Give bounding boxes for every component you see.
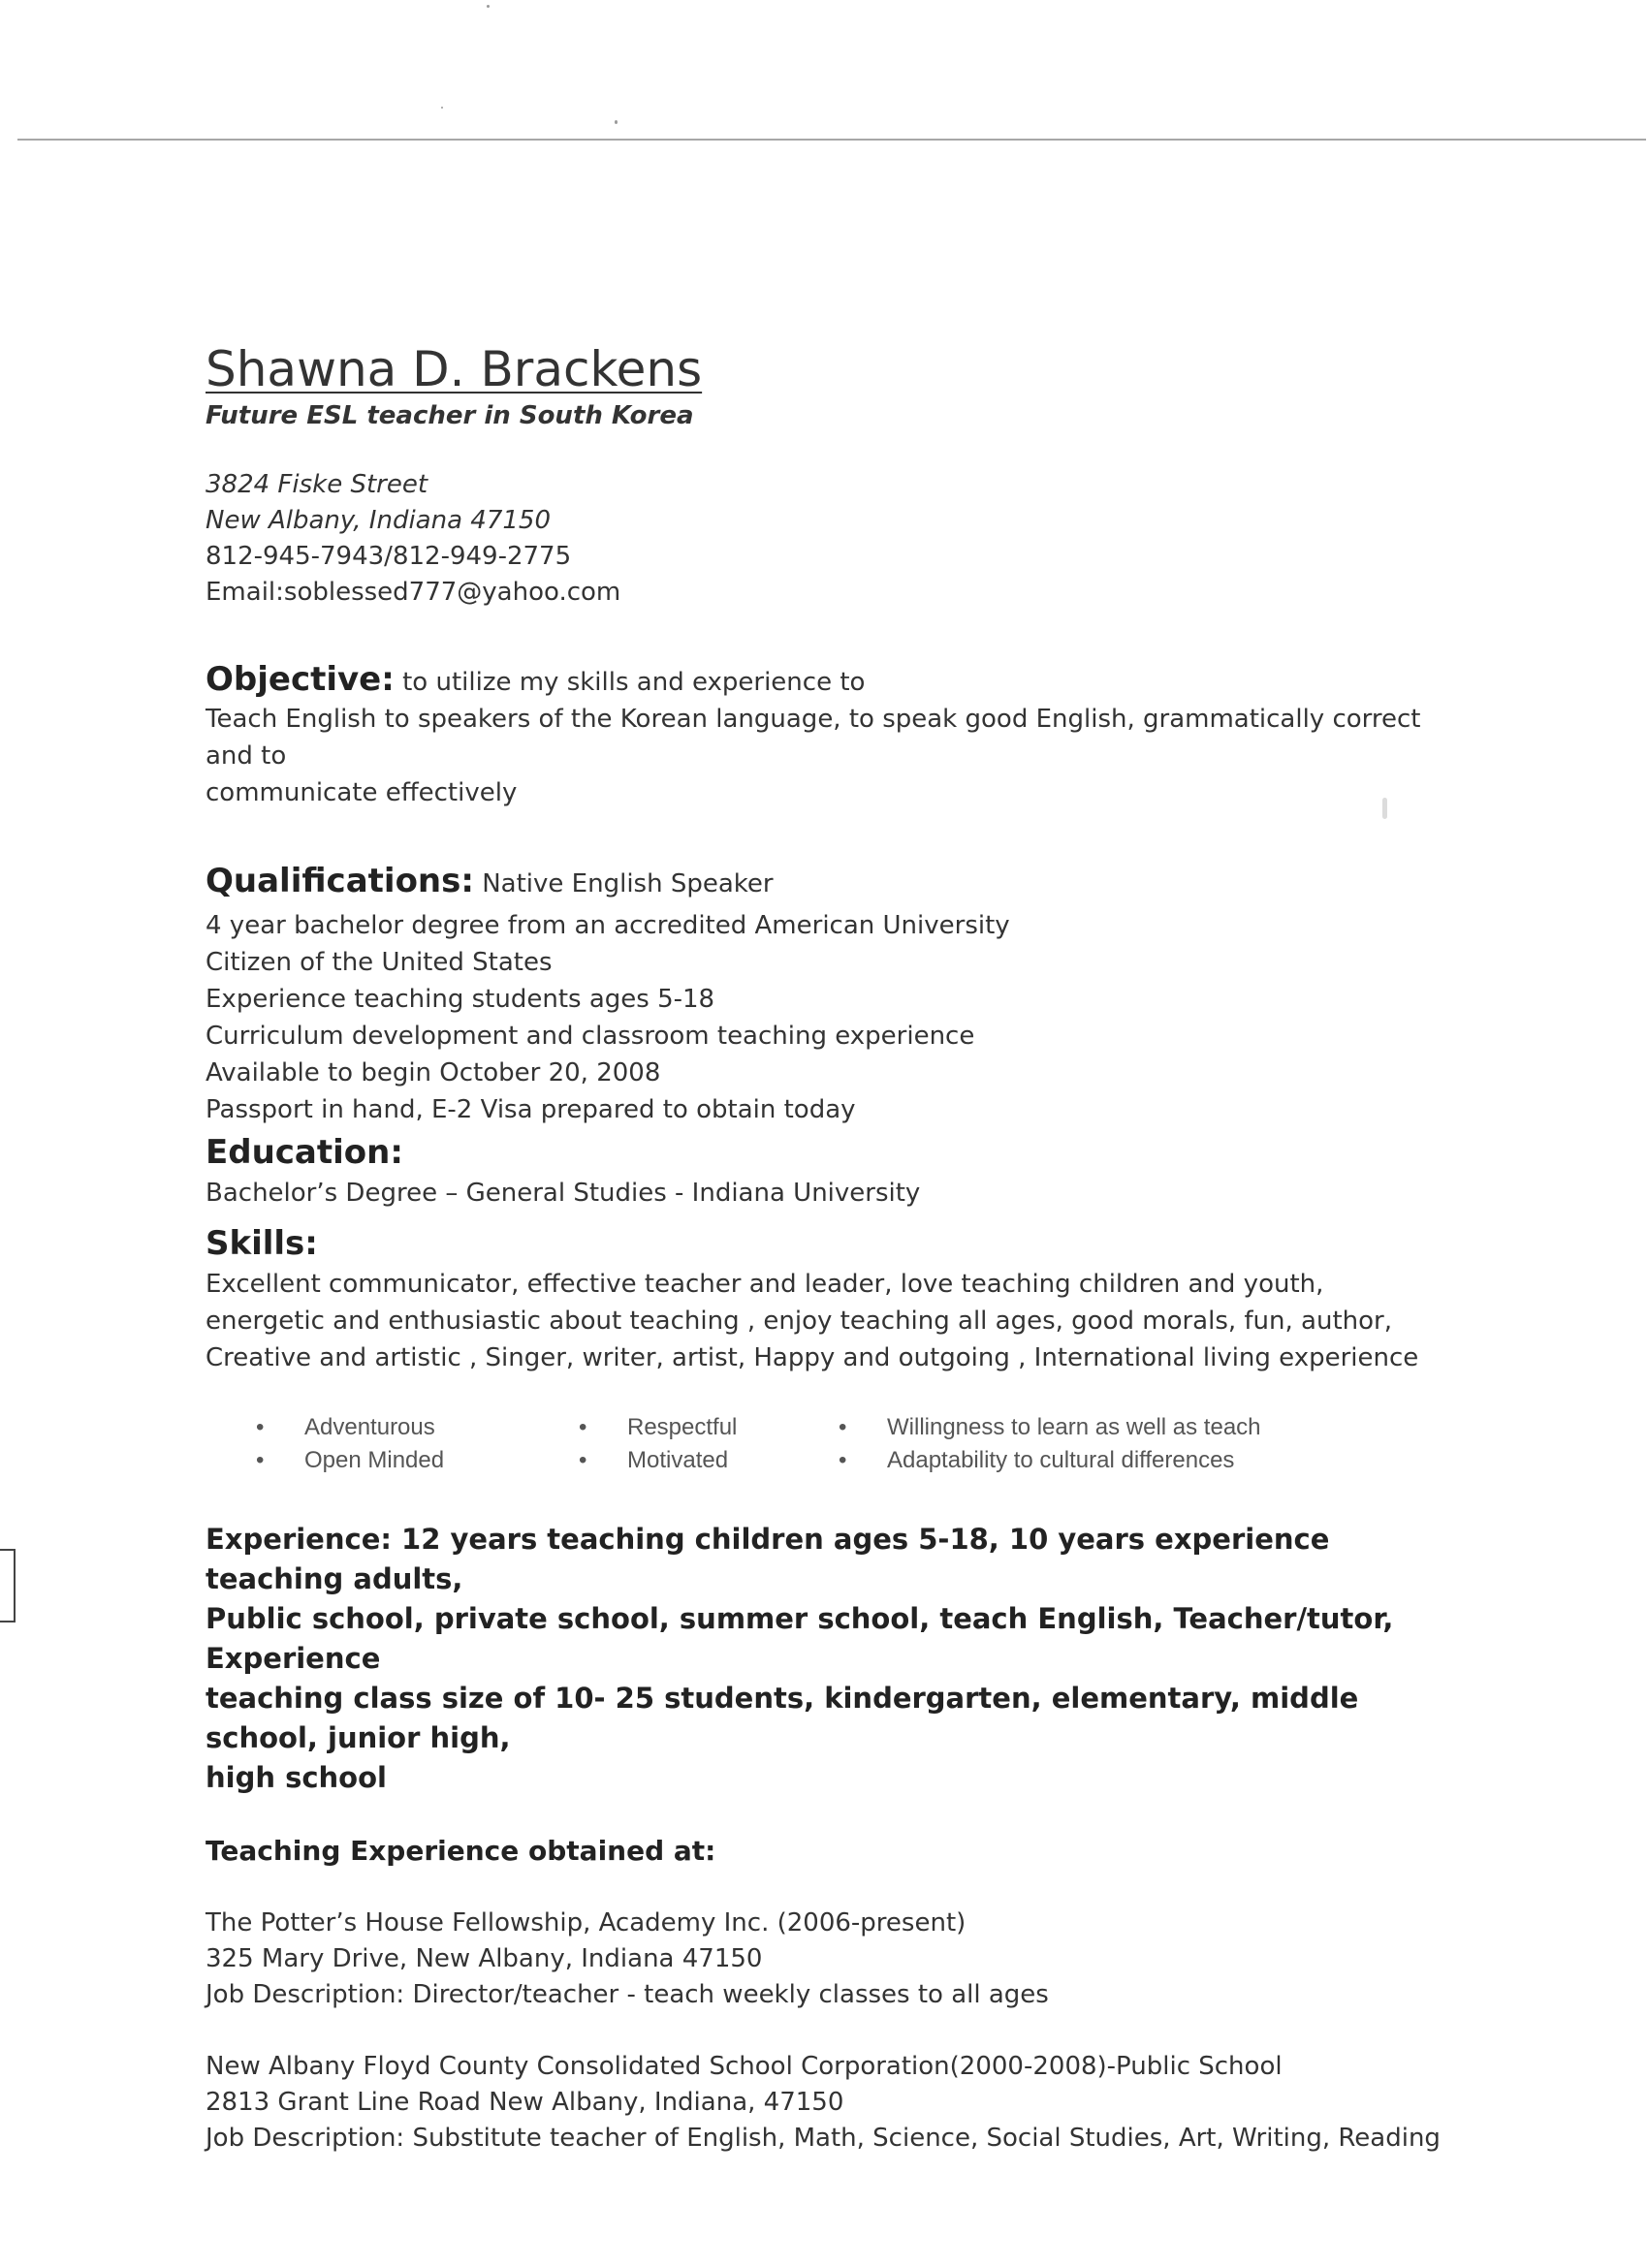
candidate-name: Shawna D. Brackens bbox=[206, 341, 703, 397]
resume-document bbox=[206, 339, 1466, 2157]
skills-section bbox=[206, 1221, 1466, 1376]
objective-line: communicate effectively bbox=[206, 778, 518, 807]
experience-line: Public school, private school, summer school, teach English, Teacher/tutor, Experience bbox=[206, 1602, 1394, 1675]
skills-bullet-list bbox=[256, 1411, 1466, 1477]
qualifications-section bbox=[206, 858, 1466, 1128]
education-degree: Bachelor’s Degree – General Studies - Indiana University bbox=[206, 1179, 921, 1208]
scan-speck bbox=[487, 5, 490, 8]
scan-speck bbox=[615, 120, 618, 124]
skills-line: energetic and enthusiastic about teaching , enjoy teaching all ages, good morals, fun, author, bbox=[206, 1307, 1392, 1336]
education-heading: Education: bbox=[206, 1133, 403, 1172]
contact-email: Email:soblessed777@yahoo.com bbox=[206, 578, 621, 607]
experience-line: Experience: 12 years teaching children ages 5-18, 10 years experience teaching adults, bbox=[206, 1523, 1330, 1595]
objective-heading: Objective: bbox=[206, 660, 395, 699]
bullet-item: • Adaptability to cultural differences bbox=[839, 1444, 1284, 1477]
skills-heading: Skills: bbox=[206, 1224, 318, 1263]
bullet-column bbox=[839, 1411, 1284, 1477]
contact-street: 3824 Fiske Street bbox=[206, 470, 428, 499]
candidate-tagline: Future ESL teacher in South Korea bbox=[206, 401, 694, 430]
employer-address: 2813 Grant Line Road New Albany, Indiana, 47150 bbox=[206, 2088, 844, 2117]
bullet-column bbox=[256, 1411, 579, 1477]
employer-name: New Albany Floyd County Consolidated School Corporation(2000-2008)-Public School bbox=[206, 2052, 1283, 2081]
qualifications-lead: Native English Speaker bbox=[473, 869, 774, 898]
employer-name: The Potter’s House Fellowship, Academy Inc. (2006-present) bbox=[206, 1908, 967, 1937]
bullet-item: • Adventurous bbox=[256, 1411, 579, 1444]
contact-block bbox=[206, 467, 1466, 611]
employer-description: Job Description: Director/teacher - teach weekly classes to all ages bbox=[206, 1980, 1049, 2009]
objective-lead: to utilize my skills and experience to bbox=[394, 668, 866, 697]
qualification-item: 4 year bachelor degree from an accredited American University bbox=[206, 911, 1010, 940]
experience-line: teaching class size of 10- 25 students, kindergarten, elementary, middle school, junior high, bbox=[206, 1682, 1359, 1754]
skills-line: Creative and artistic , Singer, writer, artist, Happy and outgoing , International living experience bbox=[206, 1343, 1419, 1372]
bullet-item: • Motivated bbox=[579, 1444, 839, 1477]
qualification-item: Available to begin October 20, 2008 bbox=[206, 1058, 661, 1087]
contact-city: New Albany, Indiana 47150 bbox=[206, 506, 551, 535]
experience-line: high school bbox=[206, 1761, 387, 1794]
employer-address: 325 Mary Drive, New Albany, Indiana 47150 bbox=[206, 1944, 763, 1973]
employer-entry bbox=[206, 1906, 1466, 2013]
objective-section bbox=[206, 661, 1466, 811]
objective-line: Teach English to speakers of the Korean language, to speak good English, grammatically correct and to bbox=[206, 705, 1421, 771]
scan-edge-line bbox=[17, 139, 1646, 141]
education-section bbox=[206, 1130, 1466, 1212]
qualification-item: Curriculum development and classroom teaching experience bbox=[206, 1022, 975, 1051]
contact-phone: 812-945-7943/812-949-2775 bbox=[206, 542, 572, 571]
bullet-column bbox=[579, 1411, 839, 1477]
qualification-item: Citizen of the United States bbox=[206, 948, 553, 977]
bullet-item: • Open Minded bbox=[256, 1444, 579, 1477]
qualification-item: Experience teaching students ages 5-18 bbox=[206, 985, 715, 1014]
teaching-experience-heading: Teaching Experience obtained at: bbox=[206, 1835, 716, 1867]
skills-line: Excellent communicator, effective teacher and leader, love teaching children and youth, bbox=[206, 1270, 1324, 1299]
bullet-item: • Respectful bbox=[579, 1411, 839, 1444]
scan-speck bbox=[441, 107, 443, 109]
qualifications-heading: Qualifications: bbox=[206, 862, 474, 900]
employer-description: Job Description: Substitute teacher of English, Math, Science, Social Studies, Art, Writing, Reading bbox=[206, 2124, 1441, 2153]
qualification-item: Passport in hand, E-2 Visa prepared to obtain today bbox=[206, 1095, 856, 1124]
experience-section bbox=[206, 1520, 1466, 1798]
bullet-item: • Willingness to learn as well as teach bbox=[839, 1411, 1284, 1444]
employer-entry bbox=[206, 2049, 1466, 2157]
margin-bracket-mark bbox=[0, 1549, 16, 1622]
